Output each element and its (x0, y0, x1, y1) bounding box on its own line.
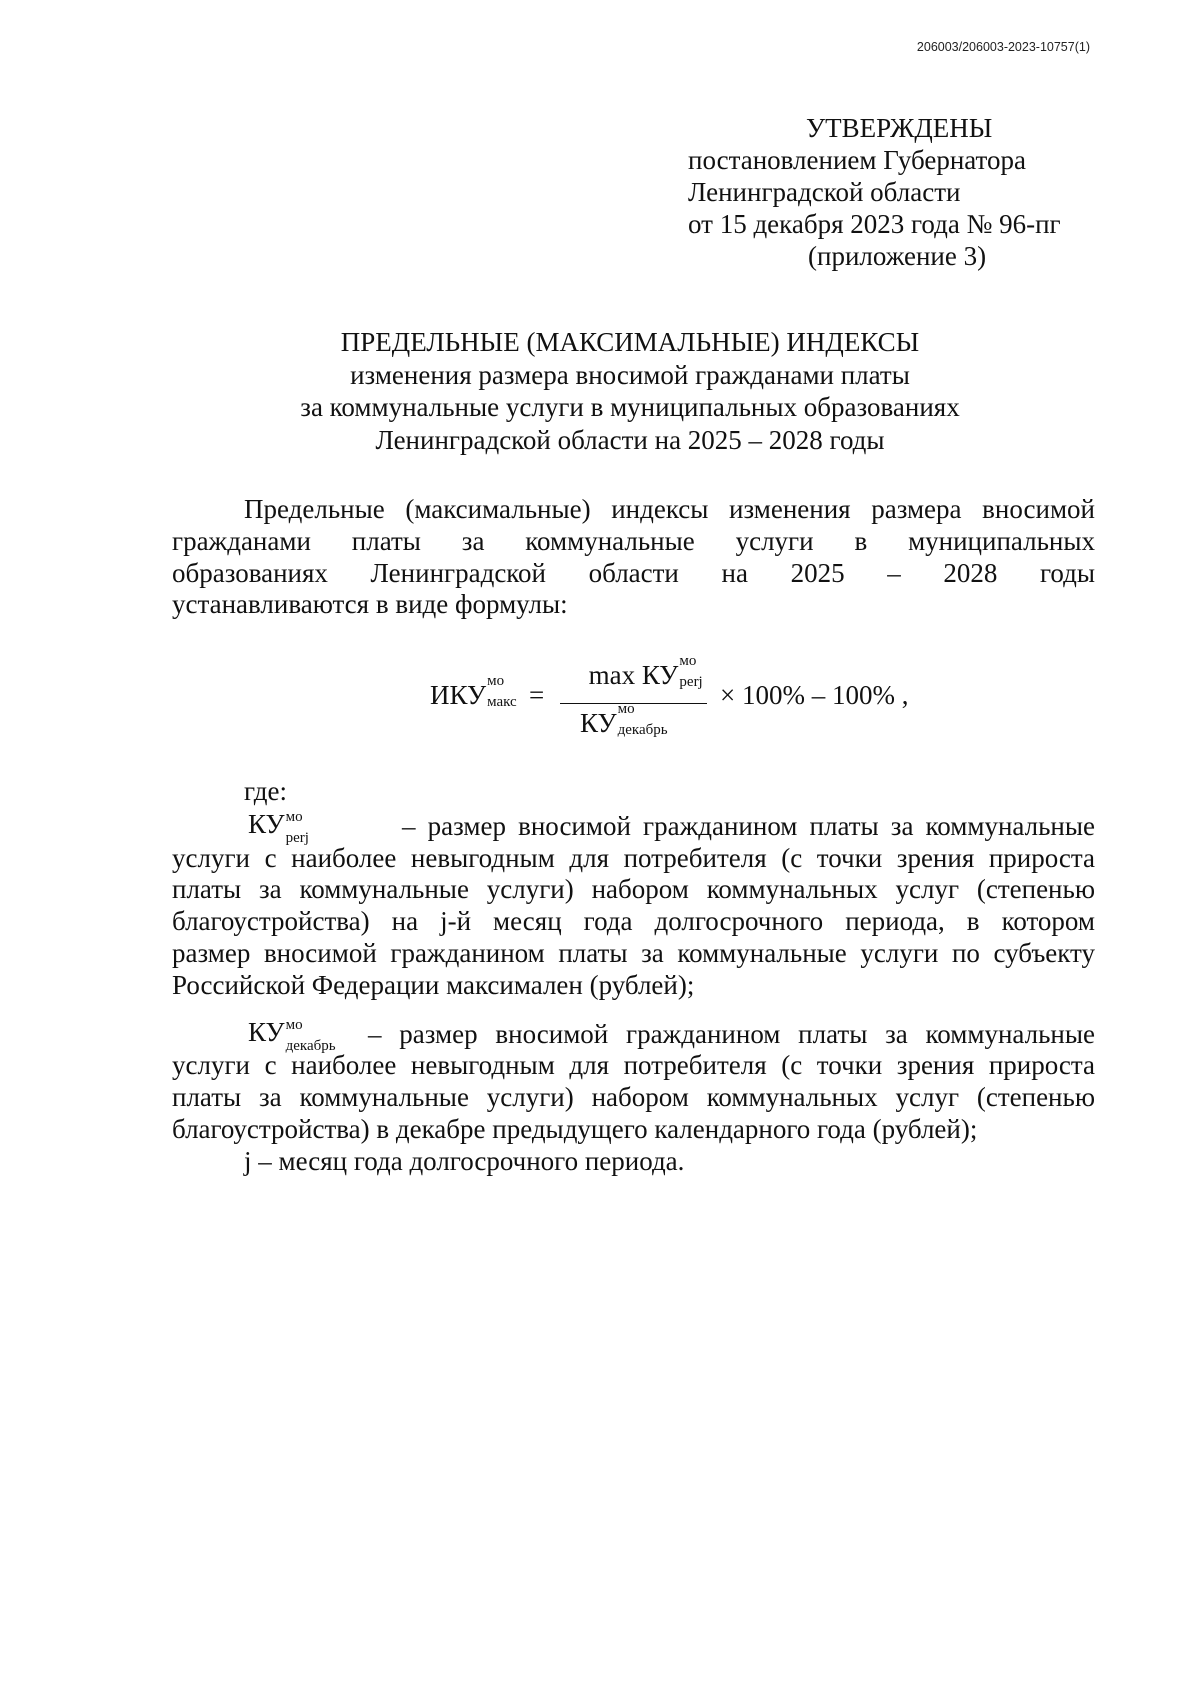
def2-symbol (248, 1016, 336, 1054)
formula-numerator (560, 653, 707, 691)
formula-den-sub: декабрь (617, 722, 668, 738)
formula-rest: × 100% – 100% , (720, 680, 909, 710)
formula-lhs (430, 673, 517, 711)
def2-symbol-text: КУ (248, 1016, 285, 1047)
intro-line-3: образованиях Ленинградской области на 2025 – 2028 годы (172, 557, 1095, 588)
where-block (172, 776, 1095, 1178)
formula-num-sup: мо (679, 653, 697, 669)
intro-paragraph (172, 494, 1095, 621)
def3-line: j – месяц года долгосрочного периода. (244, 1145, 685, 1176)
title-line-2: изменения размера вносимой гражданами платы (350, 359, 910, 390)
def1-line-6: Российской Федерации максимален (рублей); (172, 969, 695, 1000)
def2-line-3: платы за коммунальные услуги) набором коммунальных услуг (степенью (172, 1082, 1095, 1113)
formula-equals: = (529, 680, 545, 710)
document-title (0, 326, 1200, 456)
definition-2 (172, 1016, 1095, 1146)
def1-line-2: услуги с наиболее невыгодным для потребителя (с точки зрения прироста (172, 842, 1095, 873)
approval-block (688, 112, 1061, 272)
formula-lhs-sub: макс (487, 694, 517, 710)
approval-annex: (приложение 3) (808, 241, 987, 271)
intro-line-4: устанавливаются в виде формулы: (172, 589, 568, 620)
def1-line-4: благоустройства) на j-й месяц года долгосрочного периода, в котором (172, 906, 1095, 937)
approval-line-1: постановлением Губернатора (688, 145, 1026, 175)
intro-line-1: Предельные (максимальные) индексы изменения размера вносимой (244, 494, 1095, 524)
formula-den-symbol: КУ (580, 708, 617, 738)
def1-line-5: размер вносимой гражданином платы за коммунальные услуги по субъекту (172, 937, 1095, 968)
title-line-1: ПРЕДЕЛЬНЫЕ (МАКСИМАЛЬНЫЕ) ИНДЕКСЫ (340, 327, 920, 357)
intro-line-2: гражданами платы за коммунальные услуги в муниципальных (172, 525, 1095, 556)
formula-num-symbol: max КУ (588, 660, 679, 690)
formula-lhs-symbol: ИКУ (430, 680, 487, 710)
def2-line-2: услуги с наиболее невыгодным для потребителя (с точки зрения прироста (172, 1050, 1095, 1081)
def1-symbol (248, 808, 309, 846)
def1-line-1: – размер вносимой гражданином платы за коммунальные (402, 810, 1095, 841)
index-formula (430, 653, 909, 738)
formula-num-sub: perj (679, 674, 703, 690)
title-line-4: Ленинградской области на 2025 – 2028 годы (375, 424, 885, 455)
def2-line-1: – размер вносимой гражданином платы за коммунальные (368, 1018, 1095, 1049)
formula-denominator (580, 701, 668, 739)
document-id: 206003/206003-2023-10757(1) (916, 40, 1090, 54)
def1-line-3: платы за коммунальные услуги) набором коммунальных услуг (степенью (172, 874, 1095, 905)
def1-symbol-text: КУ (248, 808, 285, 839)
formula-lhs-sup: мо (487, 673, 505, 689)
formula-den-sup: мо (617, 701, 635, 717)
definition-1 (172, 808, 1095, 1002)
approval-heading: УТВЕРЖДЕНЫ (806, 113, 993, 143)
def1-sup: мо (285, 808, 303, 825)
approval-line-3: от 15 декабря 2023 года № 96-пг (688, 209, 1061, 239)
title-line-3: за коммунальные услуги в муниципальных образованиях (300, 392, 960, 422)
approval-line-2: Ленинградской области (688, 177, 961, 207)
def2-sub: декабрь (285, 1037, 336, 1054)
where-label: где: (244, 776, 287, 806)
def2-sup: мо (285, 1016, 303, 1033)
def1-sub: perj (285, 829, 309, 846)
def2-line-4: благоустройства) в декабре предыдущего календарного года (рублей); (172, 1113, 978, 1144)
